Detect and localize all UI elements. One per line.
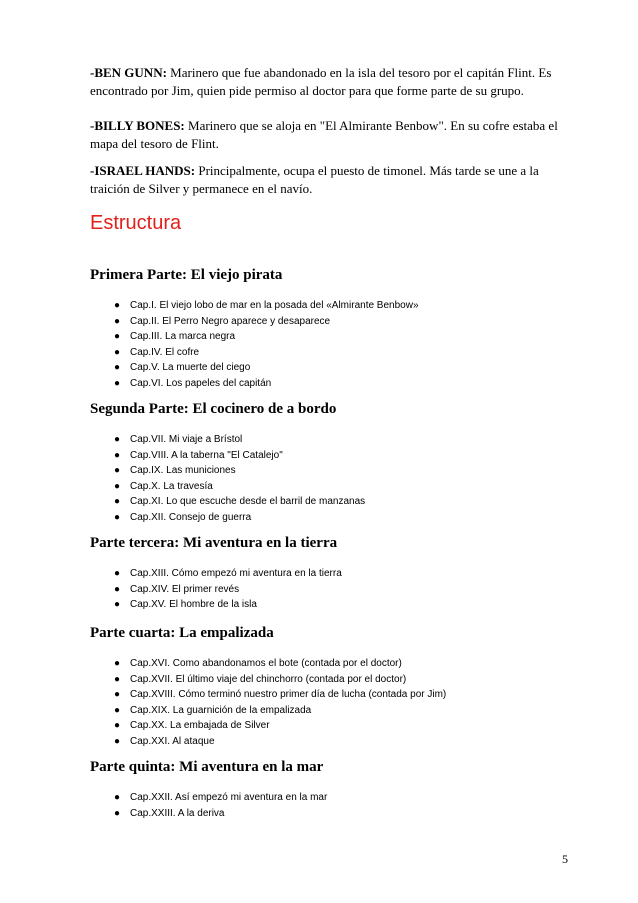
chapter-title: Cap.I. El viejo lobo de mar en la posada del «Almirante Benbow» bbox=[130, 300, 419, 311]
list-item bbox=[0, 703, 446, 719]
chapter-title: Cap.XXII. Así empezó mi aventura en la mar bbox=[130, 792, 328, 803]
chapter-title: Cap.XVIII. Cómo terminó nuestro primer día de lucha (contada por Jim) bbox=[130, 689, 447, 701]
bullet-icon: ● bbox=[114, 434, 121, 445]
bullet-icon: ● bbox=[114, 792, 121, 803]
character-name: -ISRAEL HANDS: bbox=[90, 163, 199, 178]
chapter-list-part-4 bbox=[0, 656, 446, 750]
chapter-title: Cap.XXI. Al ataque bbox=[130, 735, 215, 747]
character-name: -BILLY BONES: bbox=[90, 118, 189, 133]
character-description: Marinero que se aloja en "El Almirante Benbow". En su cofre estaba el mapa del tesoro de Flint. bbox=[90, 118, 558, 151]
chapter-title: Cap.XIV. El primer revés bbox=[130, 583, 240, 595]
bullet-icon: ● bbox=[114, 449, 121, 461]
bullet-icon: ● bbox=[114, 300, 121, 311]
list-item bbox=[0, 806, 327, 822]
bullet-icon: ● bbox=[114, 315, 121, 327]
chapter-title: Cap.XVII. El último viaje del chinchorro (contada por el doctor) bbox=[130, 673, 407, 685]
chapter-title: Cap.VI. Los papeles del capitán bbox=[130, 377, 272, 389]
chapter-title: Cap.IV. El cofre bbox=[130, 346, 200, 358]
list-item bbox=[0, 463, 365, 479]
list-item bbox=[0, 329, 419, 345]
list-item bbox=[0, 314, 419, 330]
character-description: Principalmente, ocupa el puesto de timonel. Más tarde se une a la traición de Silver y permanece en el navío. bbox=[90, 163, 539, 196]
part-title: Primera Parte: El viejo pirata bbox=[90, 267, 283, 283]
list-item bbox=[0, 376, 419, 392]
bullet-icon: ● bbox=[114, 673, 121, 685]
list-item bbox=[0, 360, 419, 376]
list-item bbox=[0, 345, 419, 361]
bullet-icon: ● bbox=[114, 511, 121, 523]
bullet-icon: ● bbox=[114, 599, 121, 611]
bullet-icon: ● bbox=[114, 331, 121, 343]
chapter-title: Cap.XXIII. A la deriva bbox=[130, 807, 225, 819]
chapter-title: Cap.XVI. Como abandonamos el bote (contada por el doctor) bbox=[130, 658, 402, 669]
bullet-icon: ● bbox=[114, 465, 121, 477]
bullet-icon: ● bbox=[114, 583, 121, 595]
chapter-title: Cap.XX. La embajada de Silver bbox=[130, 720, 270, 732]
part-title: Parte cuarta: La empalizada bbox=[90, 625, 274, 641]
chapter-title: Cap.XII. Consejo de guerra bbox=[130, 511, 252, 523]
list-item bbox=[0, 687, 446, 703]
list-item bbox=[0, 672, 446, 688]
bullet-icon: ● bbox=[114, 689, 121, 701]
chapter-title: Cap.IX. Las municiones bbox=[130, 465, 236, 477]
chapter-title: Cap.XIII. Cómo empezó mi aventura en la tierra bbox=[130, 568, 342, 579]
list-item bbox=[0, 510, 365, 526]
chapter-list-part-2 bbox=[0, 432, 365, 526]
character-billy-bones bbox=[90, 117, 560, 153]
chapter-list-part-5 bbox=[0, 790, 327, 821]
list-item bbox=[0, 298, 419, 314]
chapter-list-part-3 bbox=[0, 566, 342, 613]
list-item bbox=[0, 582, 342, 598]
chapter-title: Cap.XIX. La guarnición de la empalizada bbox=[130, 704, 312, 716]
chapter-title: Cap.XI. Lo que escuche desde el barril de manzanas bbox=[130, 496, 366, 508]
bullet-icon: ● bbox=[114, 346, 121, 358]
character-name: -BEN GUNN: bbox=[90, 65, 171, 80]
character-description: Marinero que fue abandonado en la isla del tesoro por el capitán Flint. Es encontrado por Jim, quien pide permiso al doctor para que forme parte de su grupo. bbox=[90, 65, 552, 98]
list-item bbox=[0, 432, 365, 448]
bullet-icon: ● bbox=[114, 658, 121, 669]
part-title: Parte tercera: Mi aventura en la tierra bbox=[90, 535, 338, 551]
chapter-title: Cap.X. La travesía bbox=[130, 480, 213, 492]
bullet-icon: ● bbox=[114, 568, 121, 579]
bullet-icon: ● bbox=[114, 720, 121, 732]
list-item bbox=[0, 718, 446, 734]
section-heading: Estructura bbox=[90, 212, 182, 234]
list-item bbox=[0, 656, 446, 672]
chapter-title: Cap.XV. El hombre de la isla bbox=[130, 599, 257, 611]
chapter-title: Cap.V. La muerte del ciego bbox=[130, 362, 251, 374]
bullet-icon: ● bbox=[114, 496, 121, 508]
bullet-icon: ● bbox=[114, 362, 121, 374]
list-item bbox=[0, 734, 446, 750]
page-number: 5 bbox=[562, 852, 568, 866]
bullet-icon: ● bbox=[114, 807, 121, 819]
chapter-title: Cap.VII. Mi viaje a Brístol bbox=[130, 434, 243, 445]
bullet-icon: ● bbox=[114, 735, 121, 747]
list-item bbox=[0, 494, 365, 510]
part-title: Parte quinta: Mi aventura en la mar bbox=[90, 759, 324, 775]
chapter-title: Cap.II. El Perro Negro aparece y desaparece bbox=[130, 315, 331, 327]
bullet-icon: ● bbox=[114, 704, 121, 716]
list-item bbox=[0, 790, 327, 806]
character-israel-hands bbox=[90, 162, 560, 198]
chapter-title: Cap.VIII. A la taberna "El Catalejo" bbox=[130, 449, 283, 461]
part-title: Segunda Parte: El cocinero de a bordo bbox=[90, 401, 337, 417]
list-item bbox=[0, 448, 365, 464]
chapter-list-part-1 bbox=[0, 298, 419, 392]
list-item bbox=[0, 597, 342, 613]
character-ben-gunn bbox=[90, 64, 560, 100]
bullet-icon: ● bbox=[114, 377, 121, 389]
list-item bbox=[0, 479, 365, 495]
bullet-icon: ● bbox=[114, 480, 121, 492]
chapter-title: Cap.III. La marca negra bbox=[130, 331, 236, 343]
list-item bbox=[0, 566, 342, 582]
